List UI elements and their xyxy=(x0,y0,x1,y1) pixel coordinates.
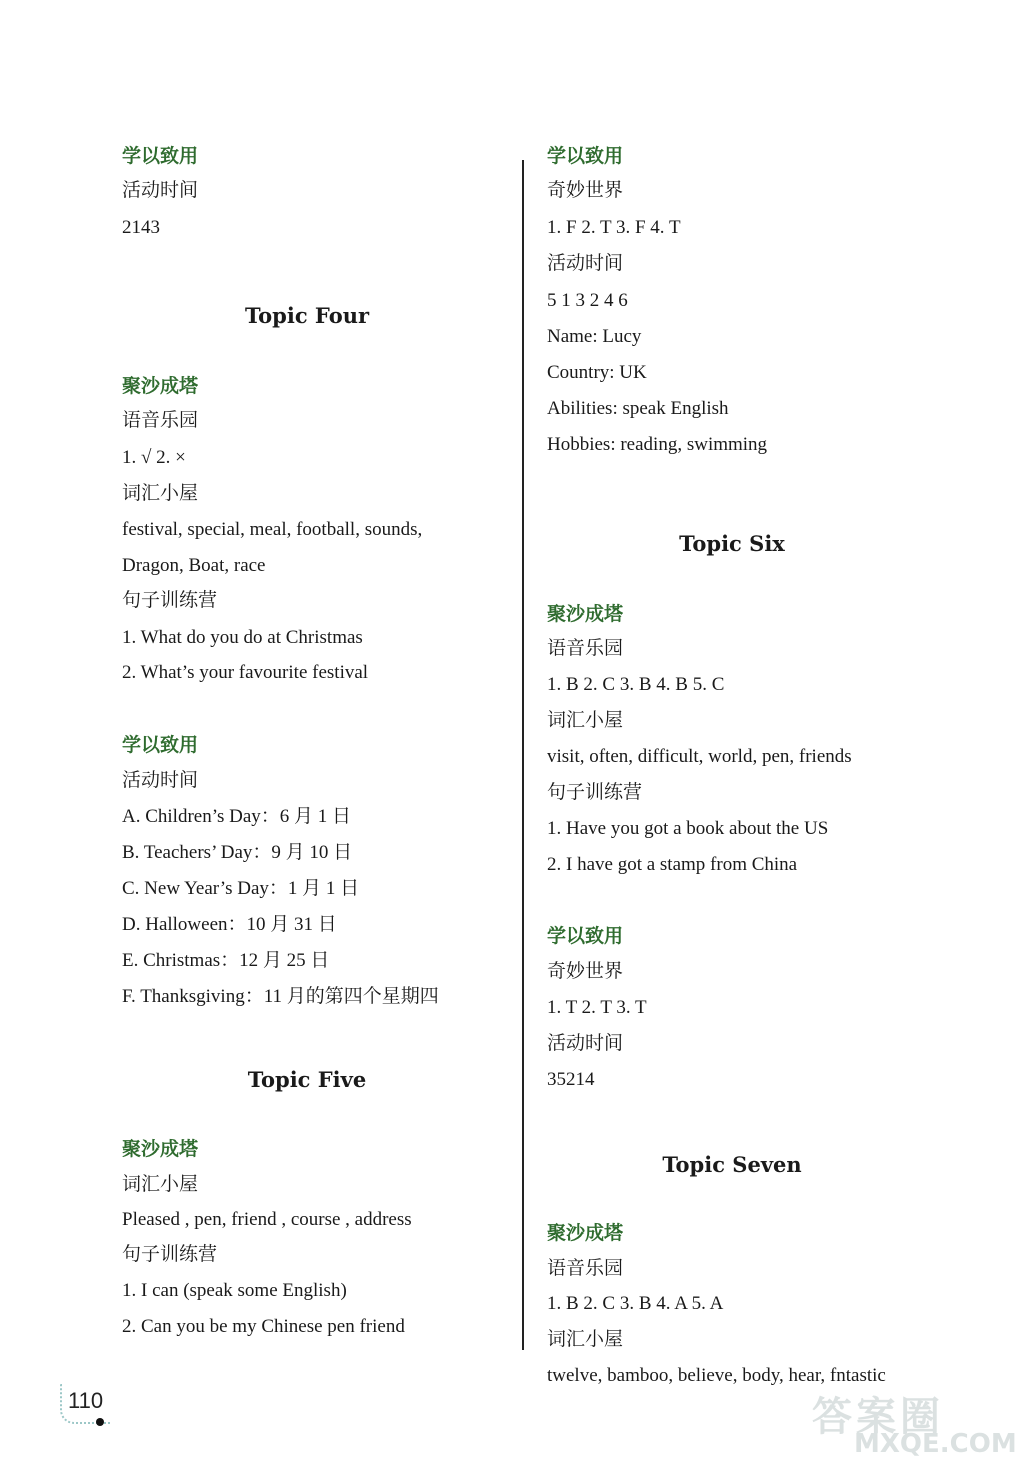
subsection-label: 奇妙世界 xyxy=(547,960,624,982)
festival-item: B. Teachers’ Day：9 月 10 日 xyxy=(122,842,353,863)
answer-line: 35214 xyxy=(547,1069,595,1090)
answer-line: 2143 xyxy=(122,217,160,238)
festival-item: E. Christmas：12 月 25 日 xyxy=(122,950,330,971)
subsection-label: 词汇小屋 xyxy=(122,1173,199,1195)
subsection-label: 句子训练营 xyxy=(122,589,218,611)
watermark-url: MXQE.COM xyxy=(854,1429,1017,1459)
watermark-logo xyxy=(812,1385,1017,1465)
watermark-text: 答案圈 xyxy=(812,1394,944,1440)
subsection-label: 活动时间 xyxy=(122,769,199,791)
answer-line: 1. √ 2. × xyxy=(122,447,186,468)
answer-line: 2. What’s your favourite festival xyxy=(122,662,369,683)
answer-line: twelve, bamboo, believe, body, hear, fntastic xyxy=(547,1365,886,1386)
page-dot-icon xyxy=(96,1418,104,1426)
festival-item: C. New Year’s Day：1 月 1 日 xyxy=(122,878,360,899)
answer-line: 2. Can you be my Chinese pen friend xyxy=(122,1316,405,1337)
section-heading: 学以致用 xyxy=(547,925,624,947)
section-heading: 聚沙成塔 xyxy=(547,1222,624,1244)
answer-line: festival, special, meal, football, sounds, xyxy=(122,519,423,540)
subsection-label: 语音乐园 xyxy=(547,1257,624,1279)
subsection-label: 活动时间 xyxy=(122,179,199,201)
topic-four-title: Topic Four xyxy=(244,303,370,328)
subsection-label: 词汇小屋 xyxy=(547,709,624,731)
column-divider xyxy=(522,160,524,1350)
answer-line: 1. I can (speak some English) xyxy=(122,1280,347,1301)
answer-line: Abilities: speak English xyxy=(547,398,729,419)
page-number-badge xyxy=(60,1384,110,1424)
subsection-label: 语音乐园 xyxy=(122,409,199,431)
answer-line: 1. B 2. C 3. B 4. B 5. C xyxy=(547,674,725,695)
festival-item: A. Children’s Day：6 月 1 日 xyxy=(122,806,352,827)
subsection-label: 语音乐园 xyxy=(547,637,624,659)
answer-line: 1. B 2. C 3. B 4. A 5. A xyxy=(547,1293,724,1314)
answer-line: visit, often, difficult, world, pen, friends xyxy=(547,746,852,767)
festival-item: F. Thanksgiving：11 月的第四个星期四 xyxy=(122,986,439,1007)
subsection-label: 句子训练营 xyxy=(122,1243,218,1265)
topic-seven-title: Topic Seven xyxy=(662,1152,802,1177)
section-heading: 学以致用 xyxy=(122,145,199,167)
page-number: 110 xyxy=(68,1388,104,1413)
answer-line: 1. F 2. T 3. F 4. T xyxy=(547,217,681,238)
section-heading: 学以致用 xyxy=(122,734,199,756)
answer-line: Pleased , pen, friend , course , address xyxy=(122,1209,412,1230)
subsection-label: 活动时间 xyxy=(547,252,624,274)
topic-five-title: Topic Five xyxy=(247,1067,367,1092)
subsection-label: 词汇小屋 xyxy=(547,1328,624,1350)
festival-item: D. Halloween：10 月 31 日 xyxy=(122,914,337,935)
section-heading: 聚沙成塔 xyxy=(547,603,624,625)
section-heading: 聚沙成塔 xyxy=(122,375,199,397)
answer-line: 2. I have got a stamp from China xyxy=(547,854,798,875)
subsection-label: 活动时间 xyxy=(547,1032,624,1054)
answer-line: 1. T 2. T 3. T xyxy=(547,997,647,1018)
answer-line: Hobbies: reading, swimming xyxy=(547,434,768,455)
section-heading: 学以致用 xyxy=(547,145,624,167)
answer-line: Country: UK xyxy=(547,362,647,383)
answer-line: Dragon, Boat, race xyxy=(122,555,266,576)
answer-line: Name: Lucy xyxy=(547,326,642,347)
answer-line: 1. What do you do at Christmas xyxy=(122,627,363,648)
answer-line: 5 1 3 2 4 6 xyxy=(547,290,628,311)
subsection-label: 奇妙世界 xyxy=(547,179,624,201)
topic-six-title: Topic Six xyxy=(679,531,785,556)
subsection-label: 词汇小屋 xyxy=(122,482,199,504)
section-heading: 聚沙成塔 xyxy=(122,1138,199,1160)
subsection-label: 句子训练营 xyxy=(547,781,643,803)
answer-line: 1. Have you got a book about the US xyxy=(547,818,829,839)
